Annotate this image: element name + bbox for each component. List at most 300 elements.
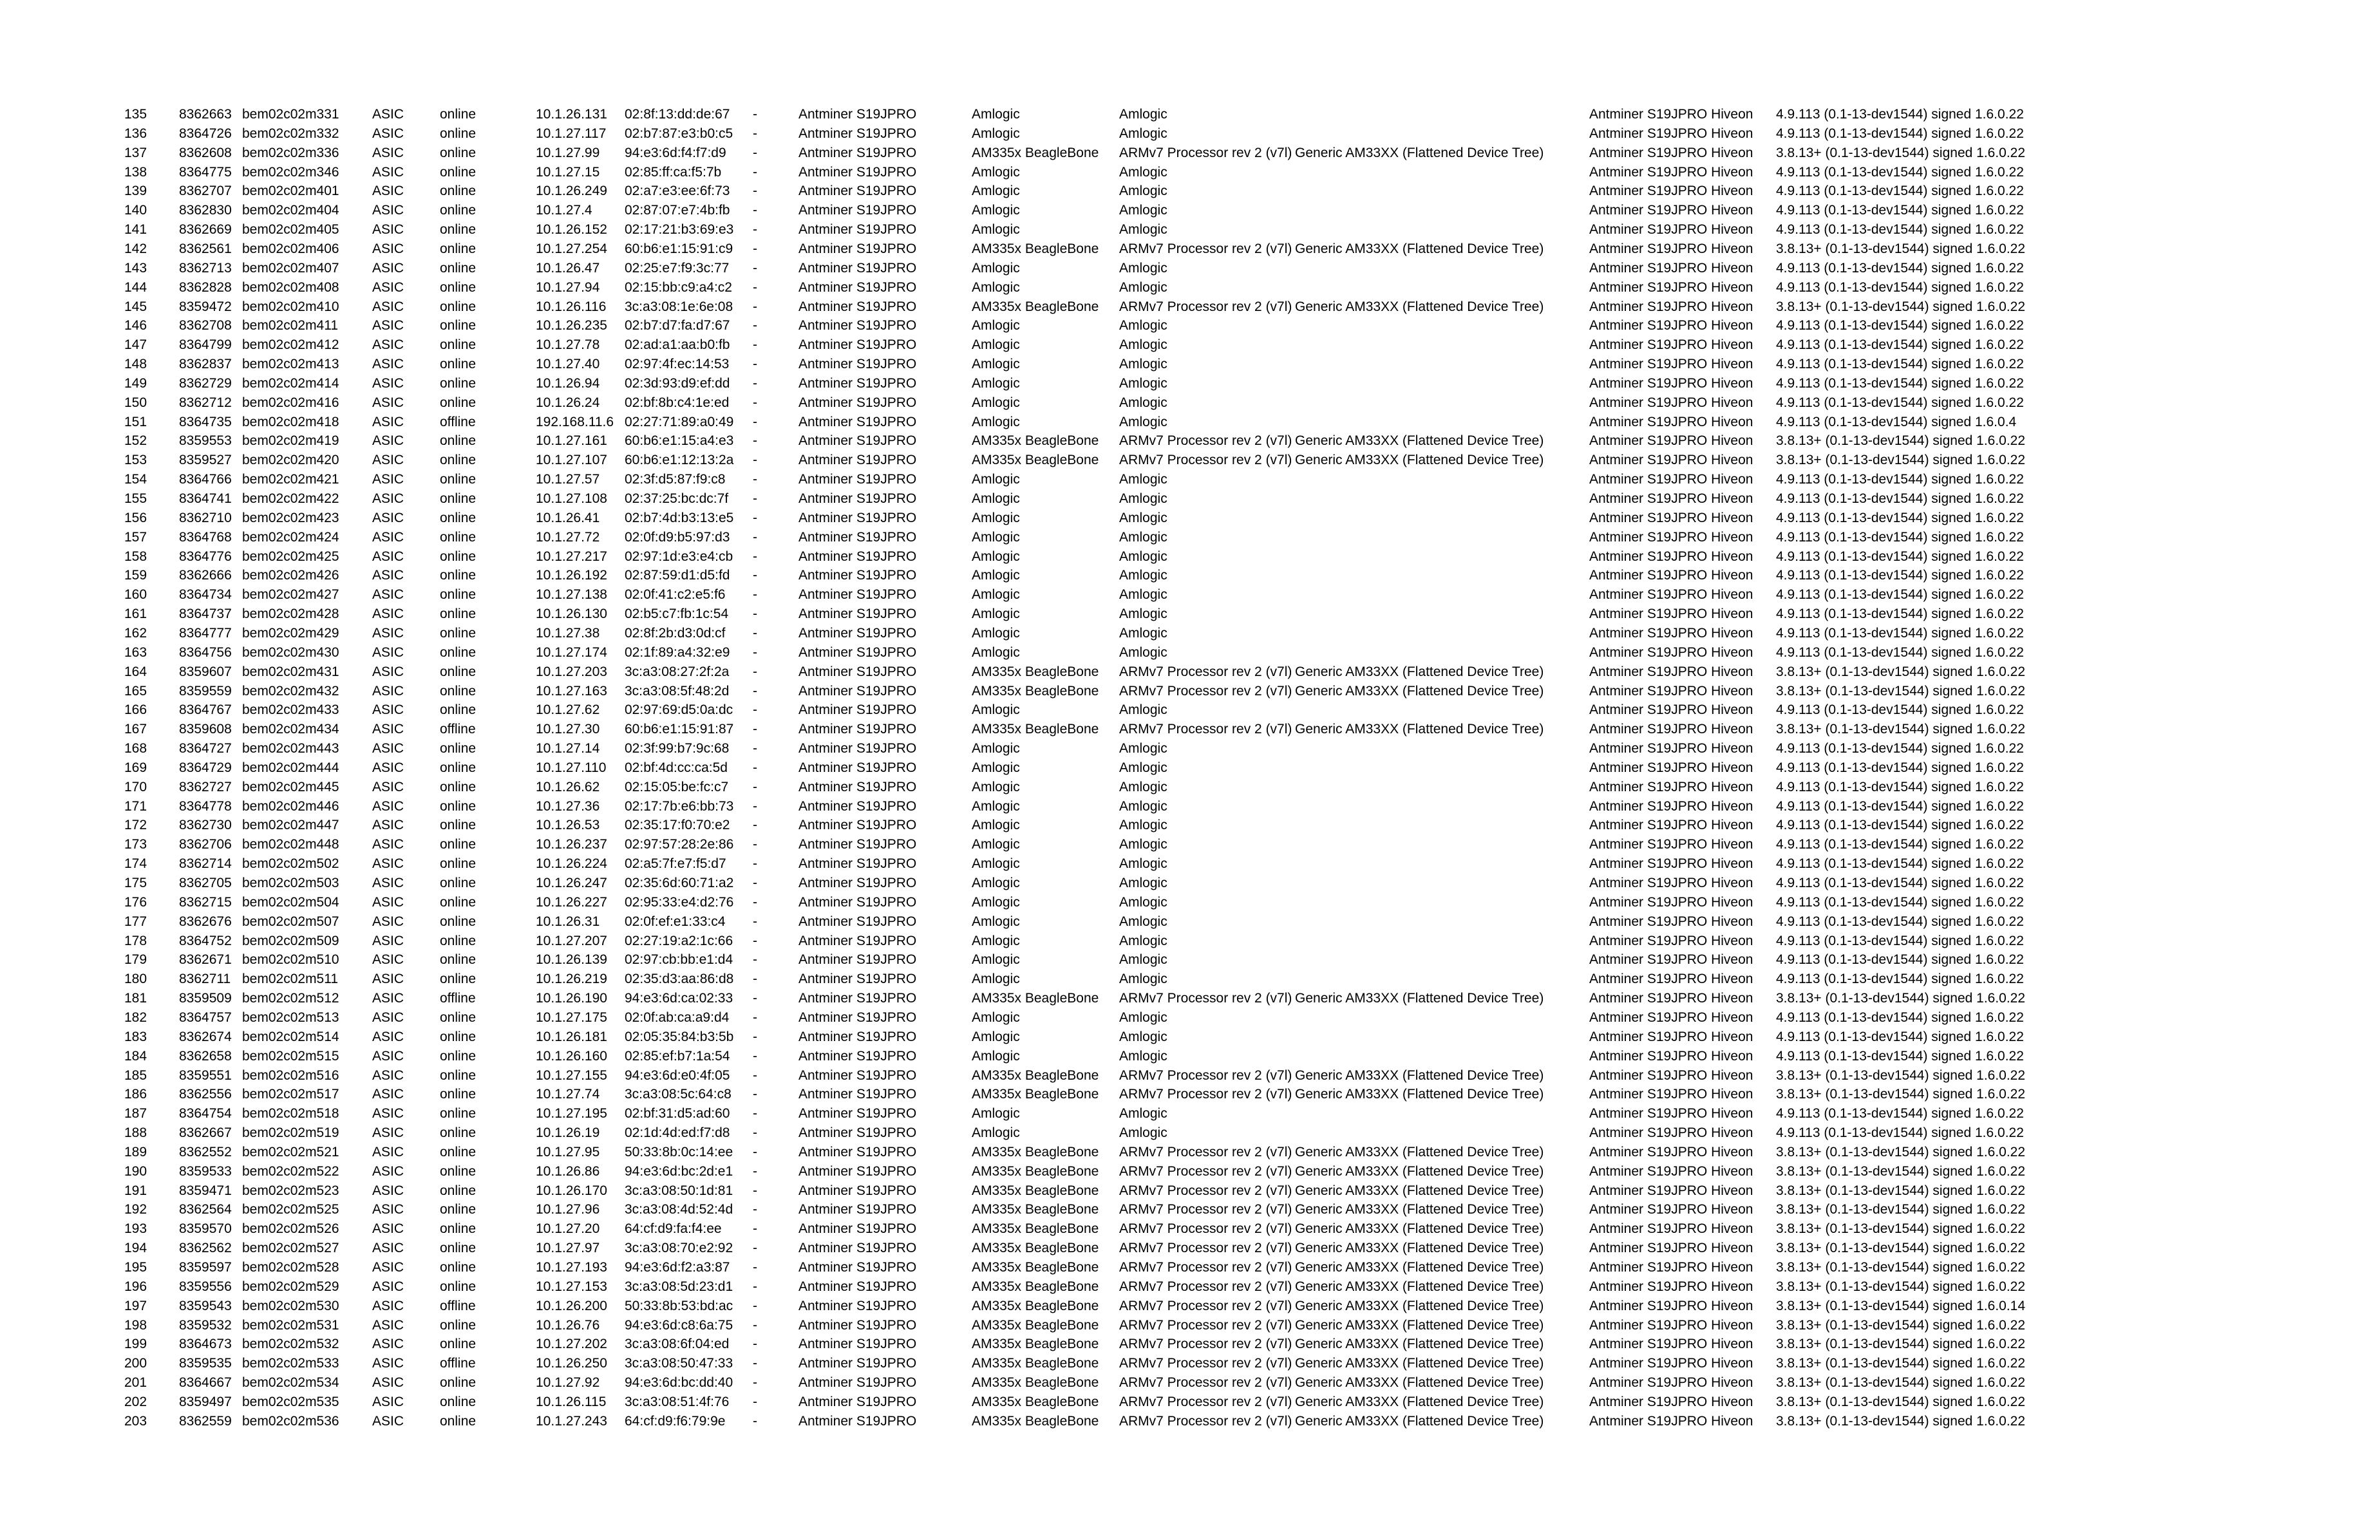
cell-processor: Amlogic bbox=[1119, 606, 1167, 622]
cell-dash: - bbox=[753, 1337, 757, 1352]
cell-processor: Amlogic bbox=[1119, 164, 1167, 180]
cell-hostname: bem02c02m444 bbox=[242, 760, 339, 775]
cell-row-number: 187 bbox=[124, 1106, 147, 1122]
cell-model: Antminer S19JPRO bbox=[798, 1298, 917, 1313]
cell-kernel-version: 4.9.113 (0.1-13-dev1544) signed 1.6.0.22 bbox=[1776, 1106, 2024, 1122]
cell-hostname: bem02c02m416 bbox=[242, 395, 339, 410]
cell-row-number: 139 bbox=[124, 183, 147, 199]
cell-firmware: Antminer S19JPRO Hiveon bbox=[1589, 568, 1753, 583]
cell-model: Antminer S19JPRO bbox=[798, 1375, 917, 1391]
cell-model: Antminer S19JPRO bbox=[798, 126, 917, 141]
cell-ip-address: 10.1.27.40 bbox=[536, 357, 600, 372]
cell-device-id: 8359543 bbox=[179, 1298, 232, 1313]
cell-platform: AM335x BeagleBone bbox=[972, 1144, 1099, 1160]
cell-mac-address: 02:15:05:be:fc:c7 bbox=[625, 779, 729, 794]
cell-status: online bbox=[440, 876, 477, 890]
cell-processor: Amlogic bbox=[1119, 914, 1167, 929]
cell-firmware: Antminer S19JPRO Hiveon bbox=[1589, 126, 1753, 141]
cell-firmware: Antminer S19JPRO Hiveon bbox=[1589, 587, 1753, 603]
cell-model: Antminer S19JPRO bbox=[798, 1029, 917, 1044]
cell-platform: AM335x BeagleBone bbox=[972, 664, 1099, 679]
cell-firmware: Antminer S19JPRO Hiveon bbox=[1589, 933, 1753, 948]
cell-device-type: ASIC bbox=[372, 779, 404, 794]
cell-platform: Amlogic bbox=[972, 395, 1020, 410]
cell-firmware: Antminer S19JPRO Hiveon bbox=[1589, 779, 1753, 794]
cell-kernel-version: 3.8.13+ (0.1-13-dev1544) signed 1.6.0.22 bbox=[1776, 664, 2026, 679]
cell-device-id: 8364741 bbox=[179, 491, 232, 506]
cell-device-type: ASIC bbox=[372, 1317, 404, 1333]
cell-hostname: bem02c02m424 bbox=[242, 529, 339, 545]
cell-ip-address: 10.1.26.31 bbox=[536, 914, 600, 929]
cell-platform: Amlogic bbox=[972, 702, 1020, 718]
cell-row-number: 160 bbox=[124, 587, 147, 603]
cell-status: online bbox=[440, 472, 477, 487]
cell-mac-address: 94:e3:6d:c8:6a:75 bbox=[625, 1317, 733, 1333]
cell-dash: - bbox=[753, 798, 757, 814]
cell-device-type: ASIC bbox=[372, 856, 404, 872]
cell-platform: AM335x BeagleBone bbox=[972, 991, 1099, 1006]
cell-device-type: ASIC bbox=[372, 453, 404, 468]
cell-hostname: bem02c02m443 bbox=[242, 741, 339, 756]
cell-mac-address: 3c:a3:08:50:47:33 bbox=[625, 1356, 733, 1371]
cell-platform: AM335x BeagleBone bbox=[972, 1241, 1099, 1256]
cell-device-id: 8364778 bbox=[179, 798, 232, 814]
cell-hostname: bem02c02m331 bbox=[242, 107, 339, 122]
cell-dash: - bbox=[753, 1241, 757, 1256]
cell-device-id: 8364729 bbox=[179, 760, 232, 775]
device-row bbox=[0, 1219, 2380, 1239]
device-row bbox=[0, 1277, 2380, 1297]
cell-device-id: 8364735 bbox=[179, 414, 232, 429]
device-row bbox=[0, 1354, 2380, 1373]
cell-kernel-version: 3.8.13+ (0.1-13-dev1544) signed 1.6.0.22 bbox=[1776, 1375, 2026, 1391]
cell-device-type: ASIC bbox=[372, 472, 404, 487]
cell-device-id: 8359556 bbox=[179, 1279, 232, 1294]
cell-row-number: 166 bbox=[124, 702, 147, 718]
cell-device-id: 8359559 bbox=[179, 683, 232, 699]
cell-kernel-version: 4.9.113 (0.1-13-dev1544) signed 1.6.0.22 bbox=[1776, 549, 2024, 564]
cell-firmware: Antminer S19JPRO Hiveon bbox=[1589, 722, 1753, 737]
cell-row-number: 178 bbox=[124, 933, 147, 948]
cell-kernel-version: 3.8.13+ (0.1-13-dev1544) signed 1.6.0.22 bbox=[1776, 991, 2026, 1006]
cell-ip-address: 10.1.26.62 bbox=[536, 779, 600, 794]
cell-hostname: bem02c02m413 bbox=[242, 357, 339, 372]
cell-hostname: bem02c02m407 bbox=[242, 260, 339, 276]
cell-row-number: 145 bbox=[124, 299, 147, 314]
cell-mac-address: 3c:a3:08:70:e2:92 bbox=[625, 1241, 733, 1256]
cell-dash: - bbox=[753, 145, 757, 160]
cell-hostname: bem02c02m420 bbox=[242, 453, 339, 468]
cell-ip-address: 10.1.27.174 bbox=[536, 644, 607, 660]
cell-firmware: Antminer S19JPRO Hiveon bbox=[1589, 529, 1753, 545]
cell-firmware: Antminer S19JPRO Hiveon bbox=[1589, 107, 1753, 122]
cell-hostname: bem02c02m410 bbox=[242, 299, 339, 314]
cell-model: Antminer S19JPRO bbox=[798, 472, 917, 487]
device-row bbox=[0, 874, 2380, 893]
cell-board: Generic AM33XX (Flattened Device Tree) bbox=[1295, 1337, 1544, 1352]
cell-model: Antminer S19JPRO bbox=[798, 318, 917, 333]
cell-row-number: 168 bbox=[124, 741, 147, 756]
cell-row-number: 173 bbox=[124, 837, 147, 852]
cell-status: online bbox=[440, 375, 477, 391]
cell-row-number: 176 bbox=[124, 894, 147, 910]
cell-platform: Amlogic bbox=[972, 587, 1020, 603]
cell-processor: Amlogic bbox=[1119, 568, 1167, 583]
device-row bbox=[0, 585, 2380, 605]
cell-device-id: 8362658 bbox=[179, 1048, 232, 1064]
cell-ip-address: 10.1.27.20 bbox=[536, 1221, 600, 1237]
cell-device-type: ASIC bbox=[372, 414, 404, 429]
cell-model: Antminer S19JPRO bbox=[798, 722, 917, 737]
cell-ip-address: 10.1.26.76 bbox=[536, 1317, 600, 1333]
cell-platform: Amlogic bbox=[972, 1029, 1020, 1044]
cell-ip-address: 10.1.26.41 bbox=[536, 510, 600, 525]
cell-ip-address: 10.1.26.160 bbox=[536, 1048, 607, 1064]
cell-hostname: bem02c02m434 bbox=[242, 722, 339, 737]
cell-device-id: 8362559 bbox=[179, 1413, 232, 1429]
cell-processor: Amlogic bbox=[1119, 1106, 1167, 1122]
cell-device-id: 8362663 bbox=[179, 107, 232, 122]
cell-mac-address: 02:0f:41:c2:e5:f6 bbox=[625, 587, 726, 603]
cell-model: Antminer S19JPRO bbox=[798, 1067, 917, 1083]
cell-ip-address: 10.1.27.207 bbox=[536, 933, 607, 948]
cell-mac-address: 3c:a3:08:1e:6e:08 bbox=[625, 299, 733, 314]
cell-model: Antminer S19JPRO bbox=[798, 203, 917, 218]
cell-platform: AM335x BeagleBone bbox=[972, 722, 1099, 737]
cell-kernel-version: 4.9.113 (0.1-13-dev1544) signed 1.6.0.22 bbox=[1776, 952, 2024, 968]
cell-device-id: 8362837 bbox=[179, 357, 232, 372]
cell-model: Antminer S19JPRO bbox=[798, 1241, 917, 1256]
cell-processor: Amlogic bbox=[1119, 491, 1167, 506]
cell-processor: ARMv7 Processor rev 2 (v7l) bbox=[1119, 1413, 1292, 1429]
cell-device-id: 8359570 bbox=[179, 1221, 232, 1237]
cell-status: online bbox=[440, 1048, 477, 1064]
cell-processor: Amlogic bbox=[1119, 587, 1167, 603]
cell-status: online bbox=[440, 1375, 477, 1391]
cell-platform: Amlogic bbox=[972, 625, 1020, 641]
cell-mac-address: 02:25:e7:f9:3c:77 bbox=[625, 260, 730, 276]
cell-hostname: bem02c02m534 bbox=[242, 1375, 339, 1391]
cell-dash: - bbox=[753, 318, 757, 333]
cell-mac-address: 60:b6:e1:15:91:87 bbox=[625, 722, 734, 737]
cell-board: Generic AM33XX (Flattened Device Tree) bbox=[1295, 241, 1544, 256]
cell-processor: Amlogic bbox=[1119, 222, 1167, 238]
cell-device-type: ASIC bbox=[372, 625, 404, 641]
cell-device-type: ASIC bbox=[372, 529, 404, 545]
device-row bbox=[0, 278, 2380, 297]
cell-hostname: bem02c02m332 bbox=[242, 126, 339, 141]
cell-device-type: ASIC bbox=[372, 318, 404, 333]
cell-row-number: 200 bbox=[124, 1356, 147, 1371]
cell-kernel-version: 3.8.13+ (0.1-13-dev1544) signed 1.6.0.22 bbox=[1776, 1202, 2026, 1217]
cell-mac-address: 02:0f:ef:e1:33:c4 bbox=[625, 914, 726, 929]
cell-row-number: 154 bbox=[124, 472, 147, 487]
device-row bbox=[0, 1143, 2380, 1162]
cell-status: online bbox=[440, 1067, 477, 1083]
cell-device-id: 8359607 bbox=[179, 664, 232, 679]
cell-processor: Amlogic bbox=[1119, 741, 1167, 756]
cell-firmware: Antminer S19JPRO Hiveon bbox=[1589, 1067, 1753, 1083]
cell-processor: ARMv7 Processor rev 2 (v7l) bbox=[1119, 1067, 1292, 1083]
cell-model: Antminer S19JPRO bbox=[798, 972, 917, 987]
cell-firmware: Antminer S19JPRO Hiveon bbox=[1589, 318, 1753, 333]
cell-device-id: 8362713 bbox=[179, 260, 232, 276]
cell-status: online bbox=[440, 107, 477, 122]
cell-hostname: bem02c02m418 bbox=[242, 414, 339, 429]
cell-dash: - bbox=[753, 529, 757, 545]
cell-row-number: 175 bbox=[124, 876, 147, 890]
cell-processor: Amlogic bbox=[1119, 972, 1167, 987]
cell-firmware: Antminer S19JPRO Hiveon bbox=[1589, 183, 1753, 199]
cell-mac-address: 02:97:4f:ec:14:53 bbox=[625, 357, 730, 372]
cell-status: online bbox=[440, 395, 477, 410]
cell-ip-address: 10.1.27.161 bbox=[536, 433, 607, 449]
cell-model: Antminer S19JPRO bbox=[798, 279, 917, 295]
device-row bbox=[0, 220, 2380, 239]
cell-processor: Amlogic bbox=[1119, 856, 1167, 872]
cell-processor: ARMv7 Processor rev 2 (v7l) bbox=[1119, 1163, 1292, 1179]
cell-platform: Amlogic bbox=[972, 568, 1020, 583]
cell-board: Generic AM33XX (Flattened Device Tree) bbox=[1295, 683, 1544, 699]
device-row bbox=[0, 989, 2380, 1008]
cell-processor: ARMv7 Processor rev 2 (v7l) bbox=[1119, 453, 1292, 468]
cell-row-number: 196 bbox=[124, 1279, 147, 1294]
cell-platform: Amlogic bbox=[972, 203, 1020, 218]
cell-platform: AM335x BeagleBone bbox=[972, 1356, 1099, 1371]
cell-kernel-version: 3.8.13+ (0.1-13-dev1544) signed 1.6.0.22 bbox=[1776, 1163, 2026, 1179]
cell-status: online bbox=[440, 279, 477, 295]
cell-ip-address: 10.1.27.153 bbox=[536, 1279, 607, 1294]
cell-firmware: Antminer S19JPRO Hiveon bbox=[1589, 606, 1753, 622]
device-row bbox=[0, 413, 2380, 432]
cell-model: Antminer S19JPRO bbox=[798, 414, 917, 429]
cell-model: Antminer S19JPRO bbox=[798, 183, 917, 199]
cell-board: Generic AM33XX (Flattened Device Tree) bbox=[1295, 145, 1544, 160]
device-row bbox=[0, 624, 2380, 643]
cell-device-id: 8359597 bbox=[179, 1260, 232, 1275]
cell-model: Antminer S19JPRO bbox=[798, 1394, 917, 1409]
cell-row-number: 152 bbox=[124, 433, 147, 449]
cell-hostname: bem02c02m503 bbox=[242, 876, 339, 890]
device-row bbox=[0, 720, 2380, 739]
cell-kernel-version: 4.9.113 (0.1-13-dev1544) signed 1.6.0.22 bbox=[1776, 491, 2024, 506]
cell-model: Antminer S19JPRO bbox=[798, 1221, 917, 1237]
cell-mac-address: 60:b6:e1:12:13:2a bbox=[625, 453, 734, 468]
cell-platform: Amlogic bbox=[972, 549, 1020, 564]
cell-device-id: 8359535 bbox=[179, 1356, 232, 1371]
cell-hostname: bem02c02m517 bbox=[242, 1087, 339, 1102]
cell-mac-address: 02:97:69:d5:0a:dc bbox=[625, 702, 733, 718]
cell-hostname: bem02c02m411 bbox=[242, 318, 339, 333]
cell-device-id: 8364667 bbox=[179, 1375, 232, 1391]
cell-mac-address: 02:8f:13:dd:de:67 bbox=[625, 107, 730, 122]
cell-model: Antminer S19JPRO bbox=[798, 107, 917, 122]
cell-status: online bbox=[440, 741, 477, 756]
cell-model: Antminer S19JPRO bbox=[798, 664, 917, 679]
cell-processor: ARMv7 Processor rev 2 (v7l) bbox=[1119, 1279, 1292, 1294]
cell-hostname: bem02c02m414 bbox=[242, 375, 339, 391]
cell-status: online bbox=[440, 933, 477, 948]
cell-hostname: bem02c02m530 bbox=[242, 1298, 339, 1313]
cell-dash: - bbox=[753, 357, 757, 372]
cell-firmware: Antminer S19JPRO Hiveon bbox=[1589, 914, 1753, 929]
cell-dash: - bbox=[753, 126, 757, 141]
cell-platform: Amlogic bbox=[972, 894, 1020, 910]
cell-mac-address: 02:85:ff:ca:f5:7b bbox=[625, 164, 722, 180]
cell-mac-address: 94:e3:6d:e0:4f:05 bbox=[625, 1067, 730, 1083]
cell-ip-address: 10.1.27.195 bbox=[536, 1106, 607, 1122]
cell-row-number: 191 bbox=[124, 1183, 147, 1198]
cell-status: online bbox=[440, 837, 477, 852]
cell-model: Antminer S19JPRO bbox=[798, 587, 917, 603]
cell-mac-address: 60:b6:e1:15:91:c9 bbox=[625, 241, 733, 256]
cell-hostname: bem02c02m516 bbox=[242, 1067, 339, 1083]
cell-ip-address: 10.1.26.192 bbox=[536, 568, 607, 583]
cell-kernel-version: 3.8.13+ (0.1-13-dev1544) signed 1.6.0.22 bbox=[1776, 1317, 2026, 1333]
cell-kernel-version: 3.8.13+ (0.1-13-dev1544) signed 1.6.0.22 bbox=[1776, 1087, 2026, 1102]
cell-device-id: 8364776 bbox=[179, 549, 232, 564]
cell-row-number: 147 bbox=[124, 337, 147, 353]
cell-model: Antminer S19JPRO bbox=[798, 1048, 917, 1064]
cell-platform: Amlogic bbox=[972, 126, 1020, 141]
cell-dash: - bbox=[753, 760, 757, 775]
cell-firmware: Antminer S19JPRO Hiveon bbox=[1589, 299, 1753, 314]
cell-mac-address: 94:e3:6d:bc:dd:40 bbox=[625, 1375, 733, 1391]
cell-status: online bbox=[440, 126, 477, 141]
cell-processor: ARMv7 Processor rev 2 (v7l) bbox=[1119, 1221, 1292, 1237]
cell-model: Antminer S19JPRO bbox=[798, 222, 917, 238]
cell-dash: - bbox=[753, 1029, 757, 1044]
cell-device-type: ASIC bbox=[372, 549, 404, 564]
cell-model: Antminer S19JPRO bbox=[798, 1009, 917, 1025]
cell-kernel-version: 4.9.113 (0.1-13-dev1544) signed 1.6.0.22 bbox=[1776, 625, 2024, 641]
cell-platform: AM335x BeagleBone bbox=[972, 1279, 1099, 1294]
cell-mac-address: 02:b5:c7:fb:1c:54 bbox=[625, 606, 729, 622]
cell-platform: Amlogic bbox=[972, 952, 1020, 968]
cell-device-type: ASIC bbox=[372, 876, 404, 890]
cell-board: Generic AM33XX (Flattened Device Tree) bbox=[1295, 1087, 1544, 1102]
cell-device-type: ASIC bbox=[372, 818, 404, 833]
cell-processor: Amlogic bbox=[1119, 414, 1167, 429]
cell-model: Antminer S19JPRO bbox=[798, 529, 917, 545]
cell-mac-address: 50:33:8b:0c:14:ee bbox=[625, 1144, 733, 1160]
cell-model: Antminer S19JPRO bbox=[798, 299, 917, 314]
cell-device-type: ASIC bbox=[372, 203, 404, 218]
cell-kernel-version: 4.9.113 (0.1-13-dev1544) signed 1.6.0.22 bbox=[1776, 107, 2024, 122]
device-row bbox=[0, 1393, 2380, 1412]
cell-platform: Amlogic bbox=[972, 183, 1020, 199]
cell-device-id: 8359497 bbox=[179, 1394, 232, 1409]
cell-platform: Amlogic bbox=[972, 491, 1020, 506]
device-row bbox=[0, 662, 2380, 682]
cell-model: Antminer S19JPRO bbox=[798, 779, 917, 794]
cell-device-id: 8359553 bbox=[179, 433, 232, 449]
cell-status: online bbox=[440, 952, 477, 968]
cell-model: Antminer S19JPRO bbox=[798, 1202, 917, 1217]
cell-mac-address: 02:35:6d:60:71:a2 bbox=[625, 876, 734, 890]
cell-board: Generic AM33XX (Flattened Device Tree) bbox=[1295, 433, 1544, 449]
cell-dash: - bbox=[753, 568, 757, 583]
cell-status: online bbox=[440, 1125, 477, 1141]
cell-device-type: ASIC bbox=[372, 914, 404, 929]
cell-kernel-version: 3.8.13+ (0.1-13-dev1544) signed 1.6.0.22 bbox=[1776, 145, 2026, 160]
cell-device-id: 8364734 bbox=[179, 587, 232, 603]
cell-processor: ARMv7 Processor rev 2 (v7l) bbox=[1119, 1087, 1292, 1102]
cell-kernel-version: 3.8.13+ (0.1-13-dev1544) signed 1.6.0.22 bbox=[1776, 1241, 2026, 1256]
cell-ip-address: 10.1.26.249 bbox=[536, 183, 607, 199]
cell-ip-address: 10.1.26.152 bbox=[536, 222, 607, 238]
cell-processor: ARMv7 Processor rev 2 (v7l) bbox=[1119, 1202, 1292, 1217]
cell-status: online bbox=[440, 779, 477, 794]
cell-row-number: 180 bbox=[124, 972, 147, 987]
cell-dash: - bbox=[753, 1356, 757, 1371]
cell-firmware: Antminer S19JPRO Hiveon bbox=[1589, 894, 1753, 910]
cell-processor: Amlogic bbox=[1119, 625, 1167, 641]
cell-processor: ARMv7 Processor rev 2 (v7l) bbox=[1119, 1317, 1292, 1333]
cell-firmware: Antminer S19JPRO Hiveon bbox=[1589, 357, 1753, 372]
cell-device-id: 8364727 bbox=[179, 741, 232, 756]
cell-mac-address: 02:17:7b:e6:bb:73 bbox=[625, 798, 734, 814]
cell-status: online bbox=[440, 549, 477, 564]
cell-row-number: 143 bbox=[124, 260, 147, 276]
cell-platform: AM335x BeagleBone bbox=[972, 1298, 1099, 1313]
cell-kernel-version: 4.9.113 (0.1-13-dev1544) signed 1.6.0.22 bbox=[1776, 818, 2024, 833]
cell-platform: Amlogic bbox=[972, 529, 1020, 545]
device-row bbox=[0, 1028, 2380, 1047]
cell-model: Antminer S19JPRO bbox=[798, 1413, 917, 1429]
cell-dash: - bbox=[753, 472, 757, 487]
cell-dash: - bbox=[753, 260, 757, 276]
cell-hostname: bem02c02m423 bbox=[242, 510, 339, 525]
cell-device-type: ASIC bbox=[372, 260, 404, 276]
cell-status: online bbox=[440, 625, 477, 641]
cell-hostname: bem02c02m518 bbox=[242, 1106, 339, 1122]
cell-device-type: ASIC bbox=[372, 1337, 404, 1352]
cell-device-type: ASIC bbox=[372, 126, 404, 141]
cell-row-number: 174 bbox=[124, 856, 147, 872]
cell-dash: - bbox=[753, 433, 757, 449]
cell-status: online bbox=[440, 1337, 477, 1352]
cell-model: Antminer S19JPRO bbox=[798, 1106, 917, 1122]
cell-mac-address: 02:8f:2b:d3:0d:cf bbox=[625, 625, 726, 641]
cell-processor: ARMv7 Processor rev 2 (v7l) bbox=[1119, 433, 1292, 449]
cell-kernel-version: 4.9.113 (0.1-13-dev1544) signed 1.6.0.22 bbox=[1776, 1029, 2024, 1044]
cell-dash: - bbox=[753, 1125, 757, 1141]
cell-mac-address: 02:27:71:89:a0:49 bbox=[625, 414, 734, 429]
cell-device-id: 8362676 bbox=[179, 914, 232, 929]
cell-firmware: Antminer S19JPRO Hiveon bbox=[1589, 856, 1753, 872]
cell-device-id: 8362828 bbox=[179, 279, 232, 295]
cell-device-type: ASIC bbox=[372, 337, 404, 353]
cell-device-type: ASIC bbox=[372, 1183, 404, 1198]
cell-ip-address: 10.1.26.19 bbox=[536, 1125, 600, 1141]
cell-firmware: Antminer S19JPRO Hiveon bbox=[1589, 952, 1753, 968]
device-row bbox=[0, 758, 2380, 778]
cell-device-id: 8364754 bbox=[179, 1106, 232, 1122]
cell-status: online bbox=[440, 357, 477, 372]
cell-model: Antminer S19JPRO bbox=[798, 1317, 917, 1333]
cell-mac-address: 3c:a3:08:50:1d:81 bbox=[625, 1183, 733, 1198]
cell-dash: - bbox=[753, 1048, 757, 1064]
cell-ip-address: 10.1.26.131 bbox=[536, 107, 607, 122]
device-row bbox=[0, 778, 2380, 797]
cell-device-type: ASIC bbox=[372, 1029, 404, 1044]
cell-device-id: 8364766 bbox=[179, 472, 232, 487]
cell-device-id: 8359533 bbox=[179, 1163, 232, 1179]
cell-device-id: 8359472 bbox=[179, 299, 232, 314]
cell-firmware: Antminer S19JPRO Hiveon bbox=[1589, 1260, 1753, 1275]
cell-mac-address: 3c:a3:08:27:2f:2a bbox=[625, 664, 730, 679]
